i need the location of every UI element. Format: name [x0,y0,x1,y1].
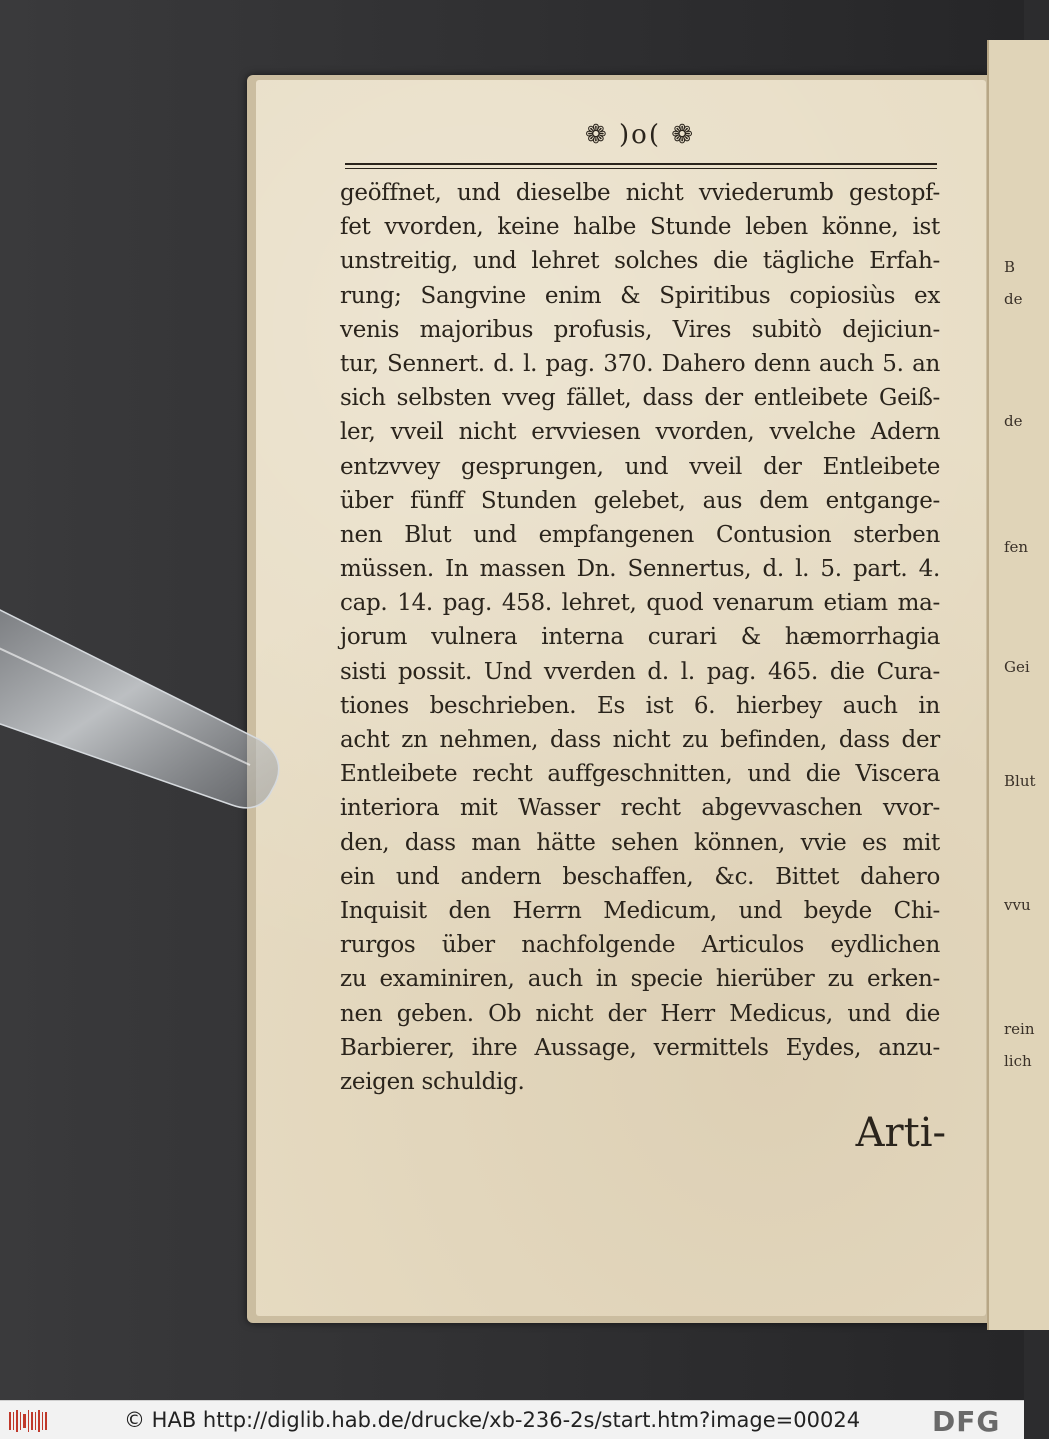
facing-page-fragment: lich [1004,1052,1032,1070]
header-ornament: ❁ )o( ❁ [584,120,696,150]
text-line: nen geben. Ob nicht der Herr Medicus, und die [340,1000,940,1027]
footer-bar [0,1400,1024,1439]
text-line: den, dass man hätte sehen können, vvie es mit [340,829,940,856]
text-line: über fünff Stunden gelebet, aus dem entgange- [340,487,940,514]
facing-page-fragment: rein [1004,1020,1035,1038]
text-line: cap. 14. pag. 458. lehret, quod venarum etiam ma- [340,590,940,617]
text-line: tur, Sennert. d. l. pag. 370. Dahero denn auch 5. an [340,350,940,377]
text-line: tiones beschrieben. Es ist 6. hierbey auch in [340,692,940,719]
text-line: sisti possit. Und vverden d. l. pag. 465. die Cura- [340,658,940,685]
dfg-logo: DFG [932,1405,1001,1438]
facing-page-fragment: Gei [1004,658,1030,676]
page-holder-pointer [0,590,300,840]
facing-page-fragment: vvu [1004,896,1031,914]
facing-page-fragment: de [1004,290,1023,308]
text-line: interiora mit Wasser recht abgevvaschen vvor- [340,795,940,822]
text-line: jorum vulnera interna curari & hæmorrhagia [340,624,940,651]
facing-page [987,40,1049,1330]
text-line: rurgos über nachfolgende Articulos eydlichen [340,932,940,959]
catchword: Arti- [855,1110,946,1156]
header-rule [345,163,937,165]
facing-page-fragment: fen [1004,538,1029,556]
text-line: Barbierer, ihre Aussage, vermittels Eydes, anzu- [340,1034,940,1061]
text-line: zeigen schuldig. [340,1068,525,1095]
text-line: unstreitig, und lehret solches die tägliche Erfah- [340,248,940,275]
facing-page-fragment: B [1004,258,1016,276]
facing-page-fragment: de [1004,412,1023,430]
text-line: geöffnet, und dieselbe nicht vviederumb gestopf- [340,180,940,206]
text-line: fet vvorden, keine halbe Stunde leben könne, ist [340,214,940,241]
text-line: sich selbsten vveg fället, dass der entleibete Geiß- [340,385,940,412]
text-line: rung; Sangvine enim & Spiritibus copiosiùs ex [340,282,940,309]
text-line: venis majoribus profusis, Vires subitò dejiciun- [340,316,940,343]
hab-barcode-logo-icon [8,1409,48,1433]
text-line: müssen. In massen Dn. Sennertus, d. l. 5. part. 4. [340,556,940,583]
text-line: ein und andern beschaffen, &c. Bittet dahero [340,863,940,890]
footer-credit-link[interactable]: © HAB http://diglib.hab.de/drucke/xb-236-2s/start.htm?image=00024 [124,1408,861,1432]
text-line: zu examiniren, auch in specie hierüber zu erken- [340,966,940,993]
text-line: Entleibete recht auffgeschnitten, und die Viscera [340,761,940,788]
text-line: entzvvey gesprungen, und vveil der Entleibete [340,453,940,480]
text-line: nen Blut und empfangenen Contusion sterben [340,521,940,548]
facing-page-fragment: Blut [1004,772,1036,790]
text-line: ler, vveil nicht ervviesen vvorden, vvelche Adern [340,419,940,446]
text-line: Inquisit den Herrn Medicum, und beyde Chi- [340,897,940,924]
text-line: acht zn nehmen, dass nicht zu befinden, dass der [340,727,940,753]
header-rule-thin [345,168,937,169]
page-body-text [340,176,940,1099]
